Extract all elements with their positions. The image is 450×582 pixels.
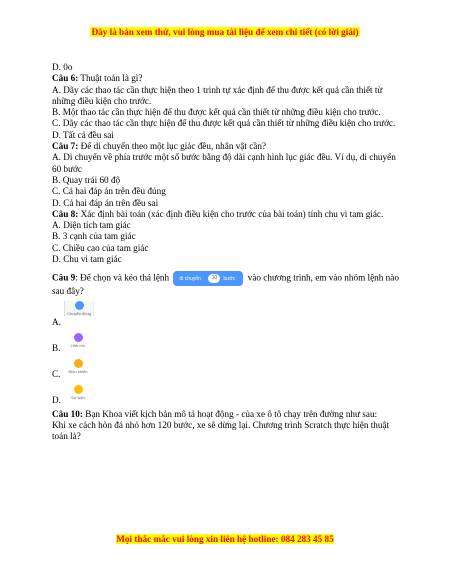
question-6: Câu 6: Thuật toán là gì?: [52, 73, 143, 84]
option-letter: B.: [52, 343, 61, 354]
option-letter: D.: [52, 395, 61, 406]
question-10: Câu 10: Bạn Khoa viết kịch bản mô tả hoạt động - của xe ô tô chạy trên đường như sau:: [52, 408, 378, 419]
question-label: Câu 8:: [52, 208, 79, 219]
category-label: Hiển thị: [71, 342, 85, 348]
option-a: A. Diện tích tam giác: [52, 220, 131, 231]
category-option-d: [52, 385, 404, 407]
answer-line: D. 0o: [52, 62, 73, 72]
footer-notice: Mọi thắc mắc vui lòng xin liên hệ hotline: 084 283 45 85: [116, 534, 334, 544]
category-label: Điều khiển: [68, 368, 88, 374]
category-option-b: [52, 333, 404, 355]
question-10-detail: Khi xe cách hòn đá nhỏ hơn 120 bước, xe sẽ dừng lại. Chương trình Scratch thực hiện thuật toán là?: [52, 419, 390, 442]
option-letter: A.: [52, 317, 61, 328]
option-c: C. Cả hai đáp án trên đều đúng: [52, 186, 166, 197]
category-option-c: [52, 359, 404, 381]
option-d: D. Cả hai đáp án trên đều sai: [52, 197, 159, 208]
option-b: B. Quay trái 60 độ: [52, 174, 121, 185]
option-b: B. Một thao tác cần thực hiện để thu được kết quả cần thiết từ những điều kiện cho trước.: [52, 107, 381, 118]
motion-category: [64, 301, 94, 316]
question-label: Câu 10:: [52, 408, 83, 419]
question-8: Câu 8: Xác định bài toán (xác định điều kiện cho trước của bài toán) tính chu vi tam giác.: [52, 208, 384, 219]
block-value: 10: [208, 274, 220, 283]
document-body: [52, 62, 404, 443]
question-9: Câu 9: Để chọn và kéo thả lệnh di chuyển 10 bước vào chương trình, em vào nhóm lệnh nào sau đây?: [52, 272, 399, 297]
option-c: C. Chiều cao của tam giác: [52, 242, 149, 253]
option-d: D. Tất cả đều sai: [52, 129, 114, 140]
option-c: C. Dãy các thao tác cần thực hiện để thu được kết quả cần thiết từ những điều kiện cho trước.: [52, 118, 396, 129]
category-option-a: [52, 301, 404, 329]
question-label: Câu 6:: [52, 73, 79, 84]
option-letter: C.: [52, 369, 61, 380]
question-7: Câu 7: Để di chuyển theo một lục giác đều, nhân vật cần?: [52, 141, 267, 152]
option-a: A. Di chuyển về phía trước một số bước bằng độ dài cạnh hình lục giác đều. Ví dụ, di chuyển 60 bước: [52, 152, 396, 174]
question-label: Câu 9: [52, 272, 76, 283]
category-label: Sự kiện: [71, 394, 85, 400]
block-word: di chuyển: [179, 276, 201, 283]
category-dot-icon: [74, 333, 83, 342]
control-category: [64, 359, 92, 374]
events-category: [64, 385, 92, 400]
category-label: Chuyển động: [67, 310, 91, 316]
header-notice: Đây là bản xem thử, vui lòng mua tài liệu để xem chi tiết (có lời giải): [91, 27, 359, 37]
category-dot-icon: [75, 301, 84, 310]
category-dot-icon: [74, 385, 83, 394]
option-d: D. Chu vi tam giác: [52, 254, 122, 265]
scratch-move-block: [173, 271, 243, 286]
category-dot-icon: [74, 359, 83, 368]
block-word: bước: [223, 276, 236, 283]
option-a: A. Dãy các thao tác cần thực hiện theo 1 trình tự xác định để thu được kết quả cần thiết từ những điều kiện cho trước.: [52, 84, 383, 106]
option-b: B. 3 cạnh của tam giác: [52, 231, 136, 242]
looks-category: [64, 333, 92, 348]
question-label: Câu 7:: [52, 141, 79, 152]
